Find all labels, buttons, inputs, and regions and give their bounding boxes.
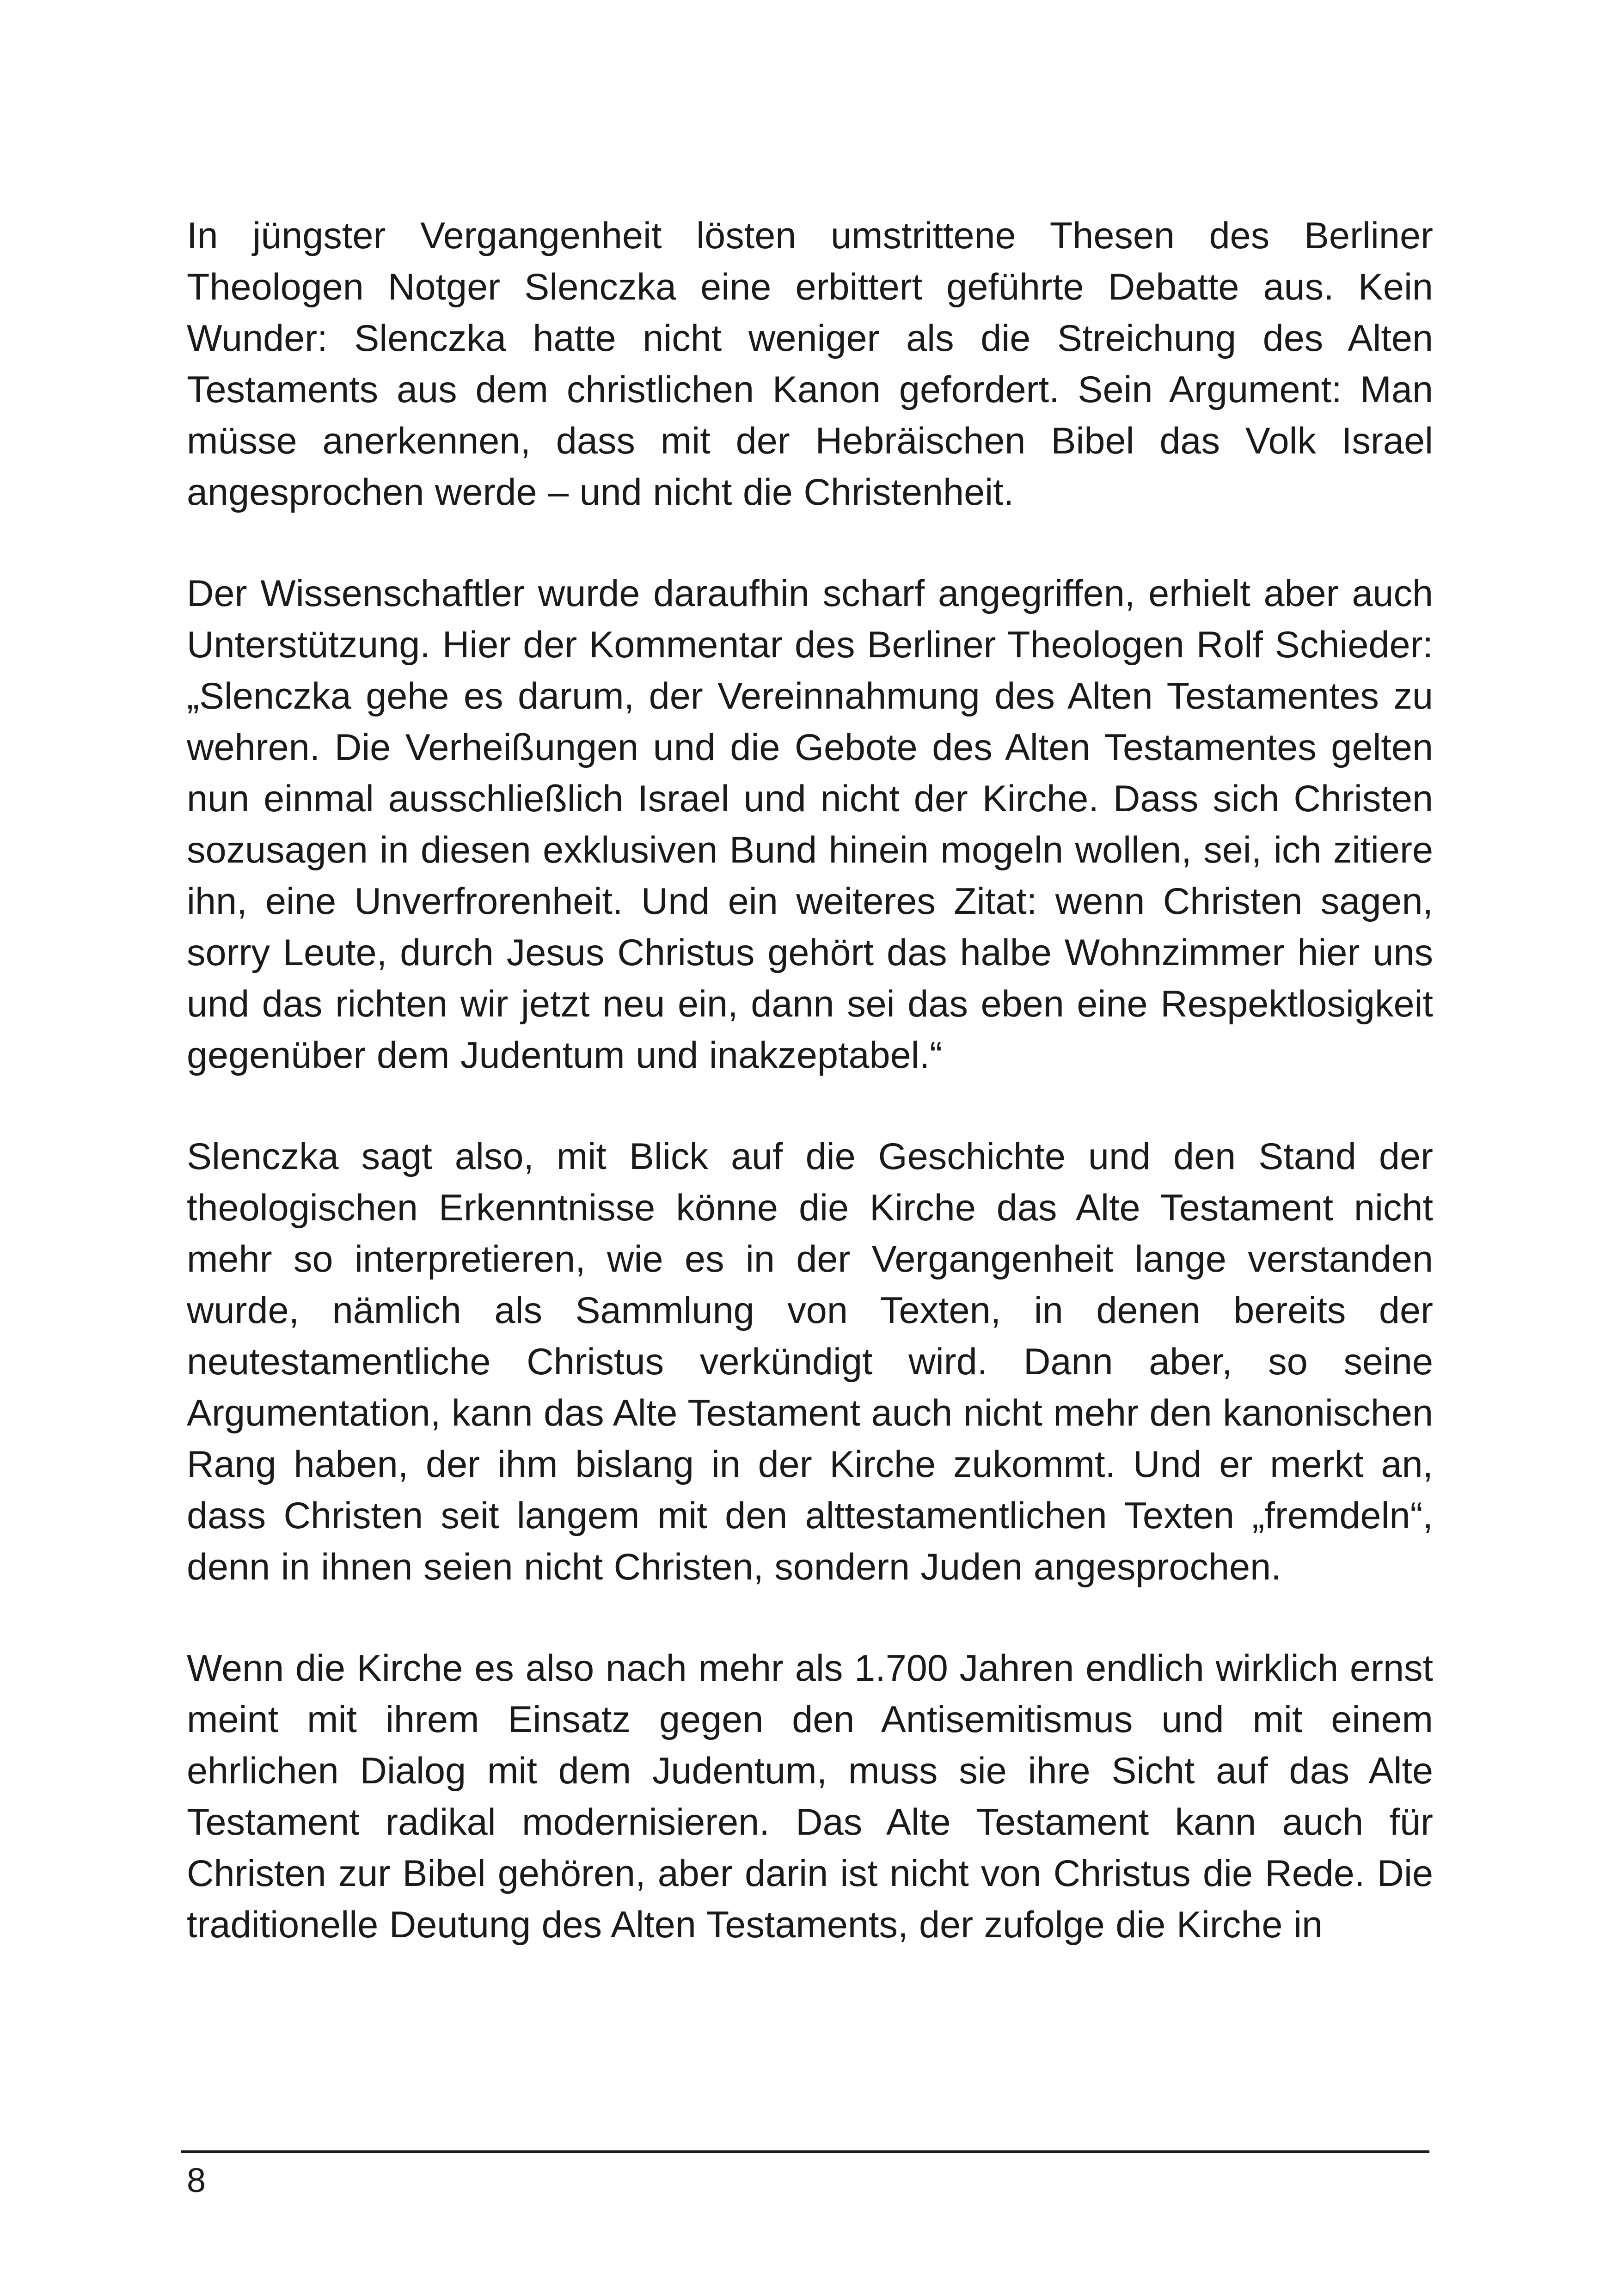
paragraph: Wenn die Kirche es also nach mehr als 1.700 Jahren endlich wirklich ernst meint mit ihrem Einsatz gegen den Antisemitismus und mit einem ehrlichen Dialog mit dem Judentum, muss sie ihre Sicht auf das Alte Testament radikal modernisieren. Das Alte Testament kann auch für Christen zur Bibel gehören, aber darin ist nicht von Christus die Rede. Die traditionelle Deutung des Alten Testaments, der zufolge die Kirche in bbox=[187, 1647, 1433, 1946]
paragraph: Der Wissenschaftler wurde daraufhin scharf angegriffen, erhielt aber auch Unterstützung. Hier der Kommentar des Berliner Theologen Rolf Schieder: „Slenczka gehe es darum, der Vereinnahmung des Alten Testamentes zu wehren. Die Verheißungen und die Gebote des Alten Testamentes gelten nun einmal ausschließlich Israel und nicht der Kirche. Dass sich Christen sozusagen in diesen exklusiven Bund hinein mogeln wollen, sei, ich zitiere ihn, eine Unverfrorenheit. Und ein weiteres Zitat: wenn Christen sagen, sorry Leute, durch Jesus Christus gehört das halbe Wohnzimmer hier uns und das richten wir jetzt neu ein, dann sei das eben eine Respektlosigkeit gegenüber dem Judentum und inakzeptabel.“ bbox=[187, 573, 1433, 1076]
paragraph: Slenczka sagt also, mit Blick auf die Geschichte und den Stand der theologischen Erkenntnisse könne die Kirche das Alte Testament nicht mehr so interpretieren, wie es in der Vergangenheit lange verstanden wurde, nämlich als Sammlung von Texten, in denen bereits der neutestamentliche Christus verkündigt wird. Dann aber, so seine Argumentation, kann das Alte Testament auch nicht mehr den kanonischen Rang haben, der ihm bislang in der Kirche zukommt. Und er merkt an, dass Christen seit langem mit den alttestamentlichen Texten „fremdeln“, denn in ihnen seien nicht Christen, sondern Juden angesprochen. bbox=[187, 1136, 1433, 1588]
footer-rule bbox=[181, 2150, 1429, 2153]
paragraph: In jüngster Vergangenheit lösten umstrittene Thesen des Berliner Theologen Notger Slenczka eine erbittert geführte Debatte aus. Kein Wunder: Slenczka hatte nicht weniger als die Streichung des Alten Testaments aus dem christlichen Kanon gefordert. Sein Argument: Man müsse anerkennen, dass mit der Hebräischen Bibel das Volk Israel angesprochen werde – und nicht die Christenheit. bbox=[187, 215, 1433, 513]
page-body bbox=[187, 210, 1433, 1951]
page-number: 8 bbox=[187, 2161, 206, 2199]
